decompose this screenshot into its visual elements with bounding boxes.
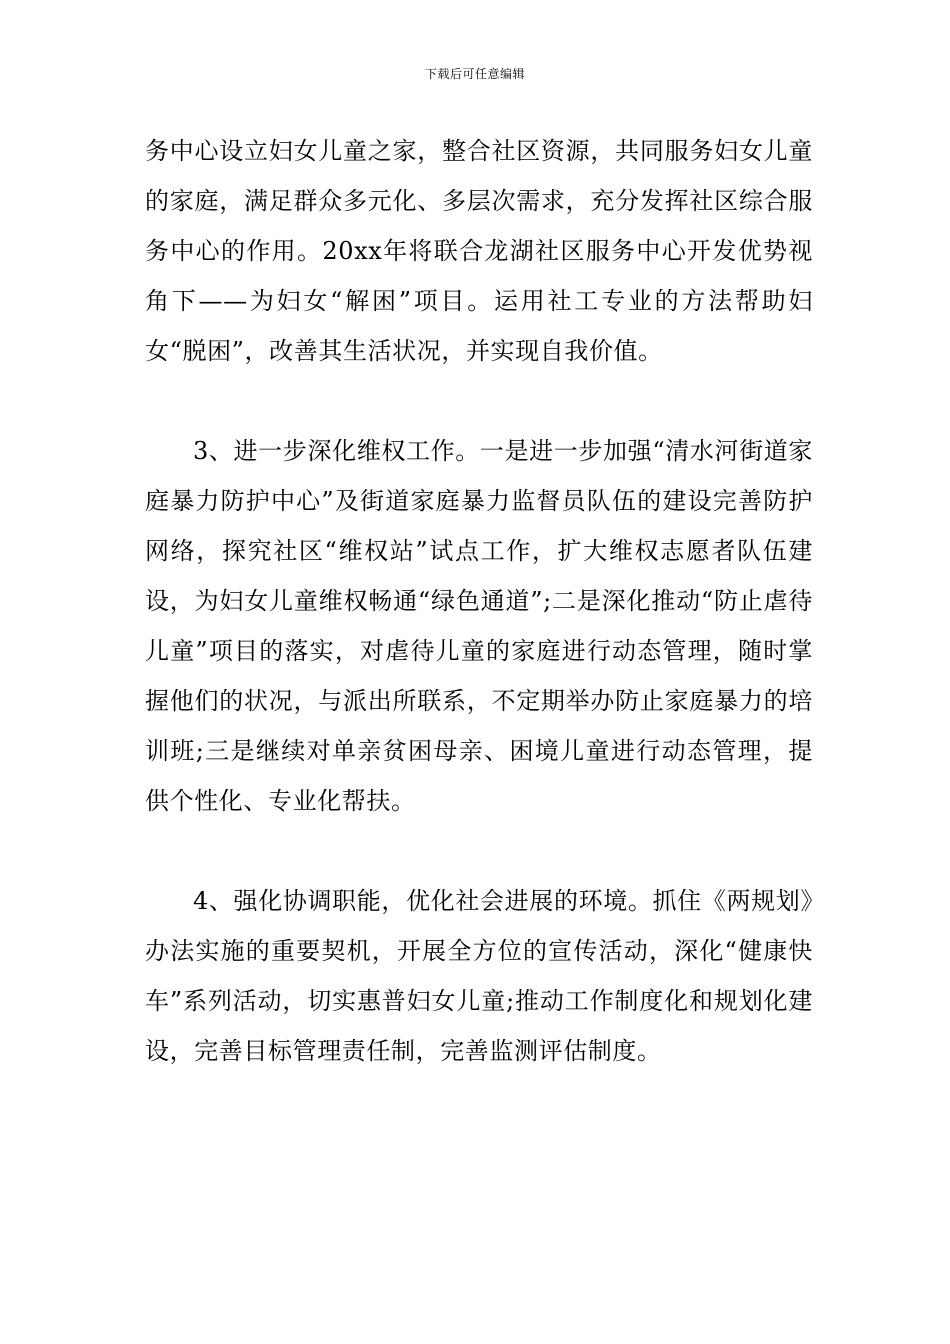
paragraph-gap <box>145 826 813 876</box>
page-header-note: 下载后可任意编辑 <box>424 67 525 81</box>
paragraph-continuation: 务中心设立妇女儿童之家，整合社区资源，共同服务妇女儿童的家庭，满足群众多元化、多层次需求，充分发挥社区综合服务中心的作用。20xx年将联合龙湖社区服务中心开发优势视角下——为妇女“解困”项目。运用社工专业的方法帮助妇女“脱困”，改善其生活状况，并实现自我价值。 <box>145 137 813 365</box>
paragraph-item-4: 4、强化协调职能，优化社会进展的环境。抓住《两规划》办法实施的重要契机，开展全方位的宣传活动，深化“健康快车”系列活动，切实惠普妇女儿童;推动工作制度化和规划化建设，完善目标管理责任制，完善监测评估制度。 <box>145 887 813 1065</box>
document-body <box>145 126 813 1076</box>
paragraph-gap <box>145 376 813 426</box>
paragraph-item-3: 3、进一步深化维权工作。一是进一步加强“清水河街道家庭暴力防护中心”及街道家庭暴力监督员队伍的建设完善防护网络，探究社区“维权站”试点工作，扩大维权志愿者队伍建设，为妇女儿童维权畅通“绿色通道”;二是深化推动“防止虐待儿童”项目的落实，对虐待儿童的家庭进行动态管理，随时掌握他们的状况，与派出所联系，不定期举办防止家庭暴力的培训班;三是继续对单亲贫困母亲、困境儿童进行动态管理，提供个性化、专业化帮扶。 <box>145 437 813 815</box>
